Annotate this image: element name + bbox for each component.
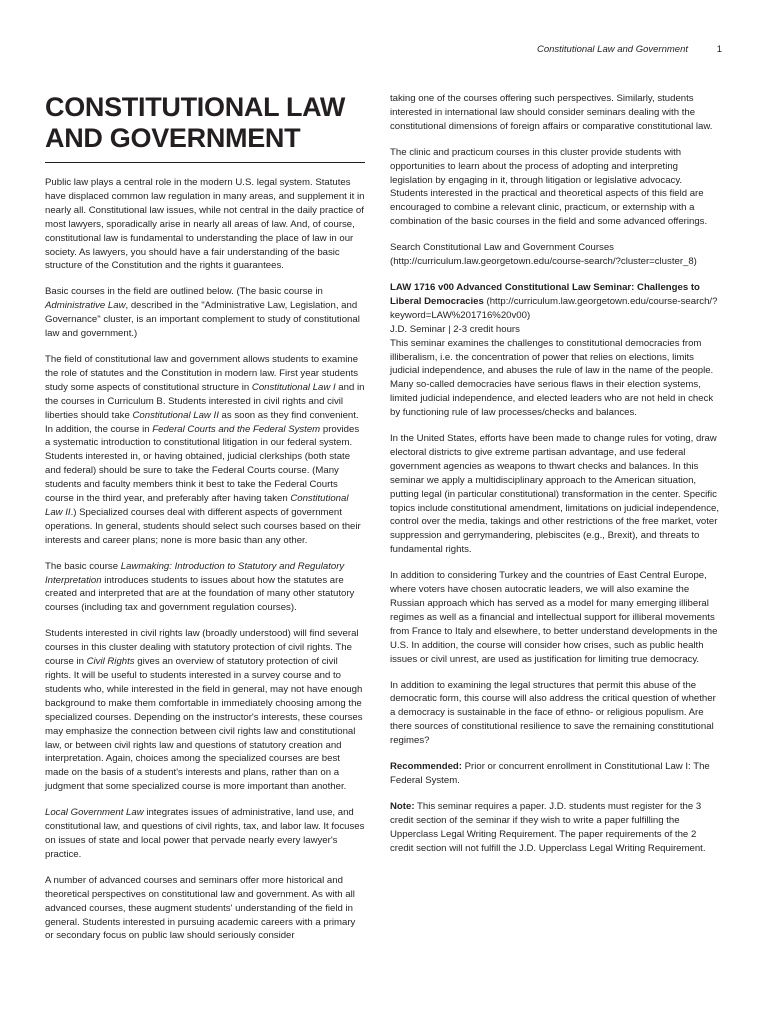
course-heading bbox=[390, 281, 720, 323]
intro-paragraph-7a: A number of advanced courses and seminars offer more historical and theoretical perspectives on constitutional law and government. As with all advanced courses, these augment students' understanding of the field in general. Students interested in pursuing academic careers with a primary or secondary focus on public law should seriously consider bbox=[45, 874, 356, 942]
intro-paragraph-7b: taking one of the courses offering such perspectives. Similarly, students interested in international law should consider seminars dealing with the constitutional dimensions of foreign affairs or comparative constitutional law. bbox=[390, 93, 713, 132]
text-run: gives an overview of statutory protection of civil rights. It will be useful to students interested in a survey course and to students who, while interested in the field in general, may not have enough background to make them comfortable in immediately choosing among the specialized courses. Depending on the instructor's interests, these courses may emphasize the connection between civil rights law and constitutional law, or between civil rights law and questions of statutory creation and interpretation. Again, choices among the specialized courses are best made on the basis of a student's interests and plans, rather than on a judgment that some specialized course is more important than another. bbox=[45, 656, 363, 793]
text-run: provides a systematic introduction to constitutional litigation in our federal system. Students interested in, or having obtained, judicial clerkships (both state and federal) should be sure to take the Federal Courts course. (Many students and faculty members think it best to take the Federal Courts course in the third year, and preferably after having taken bbox=[45, 423, 360, 505]
course-description-1: This seminar examines the challenges to constitutional democracies from illiberalism, i.e. the concentration of power that relies on elections, limits judicial independence, and abuses the rule of law in the name of the people. Many so-called democracies have serious flaws in their election systems, limited judicial independence, and elected leaders who are not held in check by functioning rule of law processes/checks and balances. bbox=[390, 337, 714, 419]
course-description-4: In addition to examining the legal structures that permit this abuse of the democratic form, this course will also address the critical question of whether a democracy is sustainable in the face of ethno- or religious populism. Are there sources of constitutional resilience to save the remaining constitutional regimes? bbox=[390, 679, 716, 747]
intro-paragraph-6 bbox=[45, 806, 365, 862]
course-ref-lawmaking: Lawmaking: Introduction to Statutory and Regulatory Interpretation bbox=[45, 560, 345, 586]
note-label: Note: bbox=[390, 800, 415, 812]
course-meta: J.D. Seminar | 2-3 credit hours bbox=[390, 323, 520, 335]
intro-paragraph-1: Public law plays a central role in the modern U.S. legal system. Statutes have displaced common law regulation in many areas, and supplement it in nearly all. Constitutional law issues, while not central in the daily practice of most lawyers, sporadically arise in nearly all areas of law. And, of course, constitutional law is fundamental to understanding the place of law in our society. As lawyers, you should have a fair understanding of the basic structure of the Constitution and the rights it guarantees. bbox=[45, 177, 365, 272]
intro-paragraph-4 bbox=[45, 560, 365, 616]
running-header bbox=[0, 44, 768, 58]
text-run: The field of constitutional law and government allows students to examine the role of statutes and the Constitution in modern law. First year students study some aspects of constitutional structure in bbox=[45, 353, 359, 393]
course-ref-federal-courts: Federal Courts and the Federal System bbox=[152, 423, 321, 435]
running-title: Constitutional Law and Government bbox=[536, 44, 688, 55]
text-run: .) Specialized courses deal with different aspects of government operations. In general, students should select such courses based on their interests and career plans; none is more basic than any other. bbox=[45, 506, 361, 546]
text-run: , described in the "Administrative Law, Legislation, and Governance" cluster, is an important complement to study of constitutional law and government.) bbox=[45, 300, 360, 340]
left-column bbox=[45, 92, 365, 943]
course-description-2: In the United States, efforts have been made to change rules for voting, draw electoral districts to give extreme partisan advantage, and use federal government agencies as weapons to thwart checks and balances. In this seminar we apply a multidisciplinary approach to the American situation, putting legal (in particular constitutional) transformation in the center. Specific topics include constitutional amendment, limitations on judicial independence, control over the media, takings and other restrictions of the free market, voter suppression and gerrymandering, plebiscites (e.g., Brexit), and threats to fundamental rights. bbox=[390, 433, 720, 556]
page-title: CONSTITUTIONAL LAW AND GOVERNMENT bbox=[45, 92, 346, 153]
title-divider bbox=[45, 162, 365, 163]
intro-paragraph-3 bbox=[45, 353, 365, 548]
course-ref-con-law-2: Constitutional Law II bbox=[132, 409, 219, 421]
course-ref-local-government: Local Government Law bbox=[45, 807, 144, 819]
intro-paragraph-2 bbox=[45, 285, 365, 341]
course-ref-con-law-1: Constitutional Law I bbox=[251, 381, 336, 393]
course-url: (http://curriculum.law.georgetown.edu/course-search/?keyword=LAW%201716%20v00) bbox=[390, 295, 718, 321]
text-run: and in the courses in Curriculum B. Students interested in civil rights and civil liberties should take bbox=[45, 381, 365, 421]
intro-paragraph-5 bbox=[45, 627, 365, 794]
text-run: Basic courses in the field are outlined below. (The basic course in bbox=[45, 286, 323, 298]
course-description-3: In addition to considering Turkey and the countries of East Central Europe, where voters have chosen autocratic leaders, we will also examine the Russian approach which has served as a model for many emerging illiberal regimes as well as a financial and intellectual support for illiberal movements from France to Italy and elsewhere, to better understand developments in the U.S. In addition, the course will consider how crises, such as public health issues or civil unrest, are used as justification for limiting true democracy. bbox=[390, 570, 718, 665]
course-note bbox=[390, 800, 720, 856]
recommended-text: Prior or concurrent enrollment in Constitutional Law I: The Federal System. bbox=[390, 761, 710, 786]
right-column bbox=[390, 92, 720, 868]
course-ref-administrative-law: Administrative Law bbox=[45, 300, 126, 312]
course-recommended bbox=[390, 760, 720, 788]
course-title-link[interactable]: LAW 1716 v00 Advanced Constitutional Law Seminar: Challenges to Liberal Democracies bbox=[390, 281, 700, 307]
search-courses-link[interactable]: Search Constitutional Law and Government Courses (http://curriculum.law.georgetown.edu/course-search/?cluster=cluster_8) bbox=[390, 242, 697, 268]
text-run: as soon as they find convenient. In addition, the course in bbox=[45, 409, 359, 435]
page-number: 1 bbox=[716, 44, 722, 55]
course-ref-civil-rights: Civil Rights bbox=[86, 656, 135, 668]
text-run: introduces students to issues about how the statutes are created and interpreted that are at the foundation of many other statutory courses (including tax and government regulation courses). bbox=[45, 574, 355, 614]
note-text: This seminar requires a paper. J.D. students must register for the 3 credit section of the seminar if they wish to write a paper fulfilling the Upperclass Legal Writing Requirement. The paper requirements of the 2 credit section will not fulfill the J.D. Upperclass Legal Writing Requirement. bbox=[390, 800, 706, 854]
text-run: Students interested in civil rights law (broadly understood) will find several courses in this cluster dealing with statutory protection of civil rights. The course in bbox=[45, 628, 359, 668]
intro-paragraph-8: The clinic and practicum courses in this cluster provide students with opportunities to learn about the process of adopting and interpreting legislation by engaging in it, through litigation or legislative advocacy. Students interested in the practical and theoretical aspects of this field are encouraged to combine a relevant clinic, practicum, or externship with a combination of the basic courses in the field and some advanced offerings. bbox=[390, 146, 708, 228]
course-ref-con-law-2b: Constitutional Law II bbox=[45, 493, 349, 518]
recommended-label: Recommended: bbox=[390, 761, 462, 773]
text-run: integrates issues of administrative, land use, and constitutional law, and questions of civil rights, tax, and labor law. It focuses on issues of state and local power that pervade nearly every lawyer's practice. bbox=[45, 807, 365, 860]
text-run: The basic course bbox=[45, 560, 121, 572]
